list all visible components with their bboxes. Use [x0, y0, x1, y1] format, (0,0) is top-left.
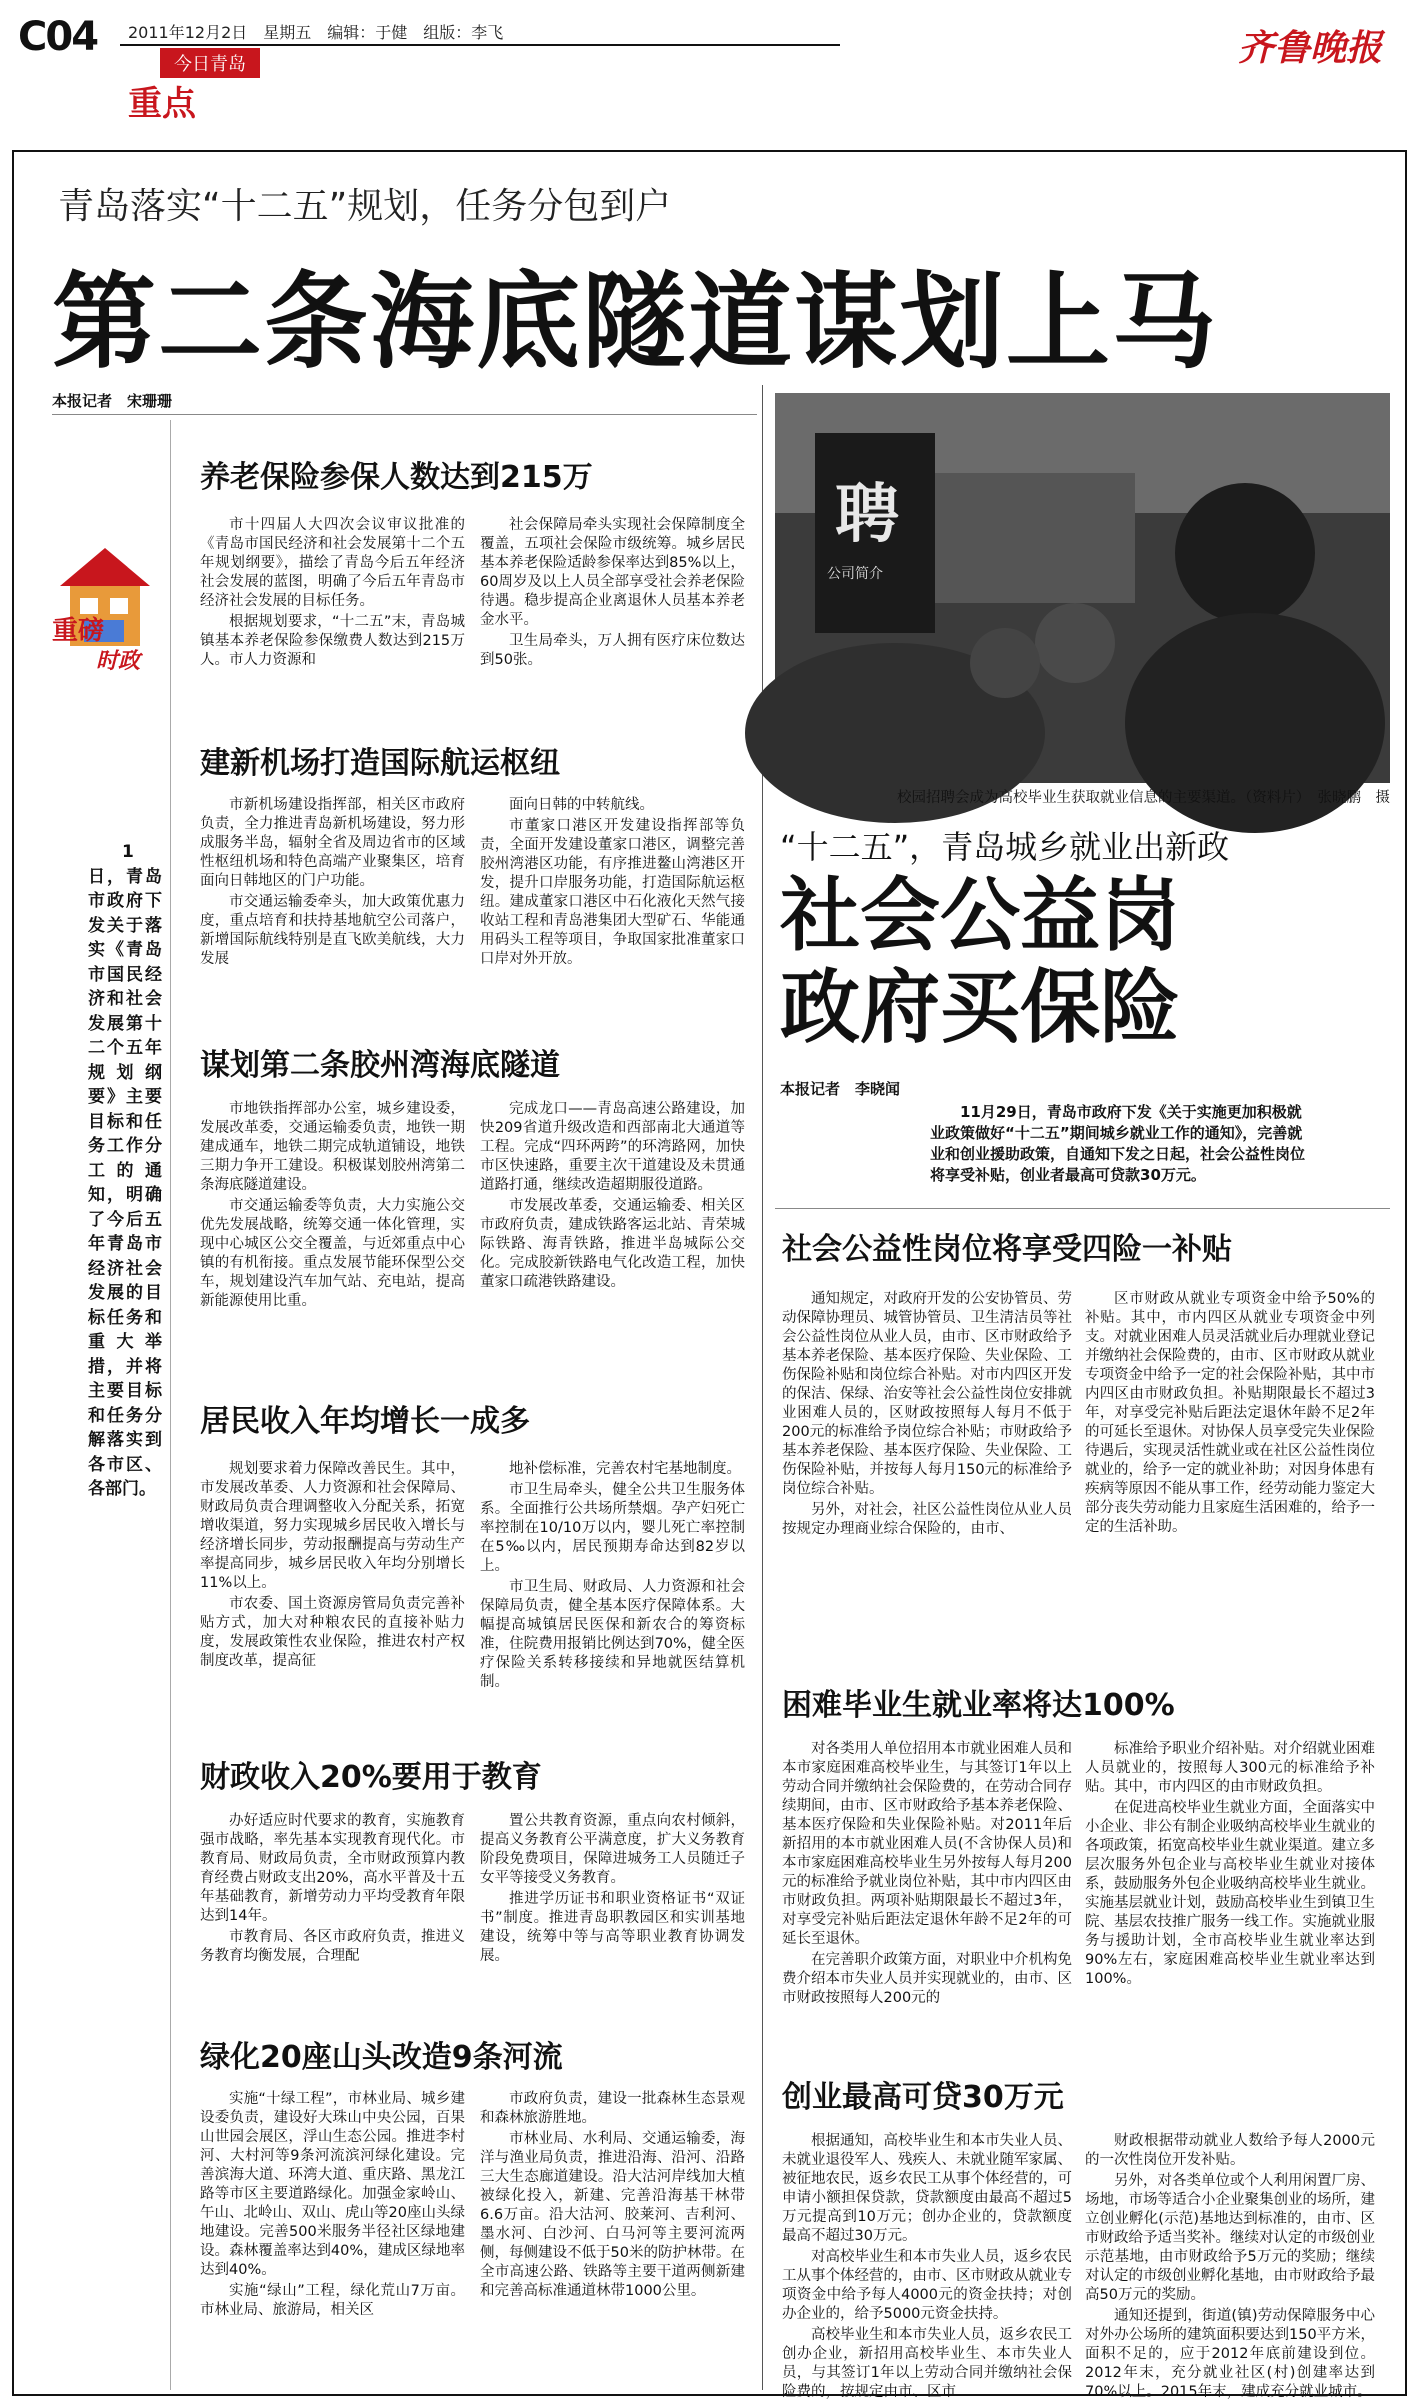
feature-photo [775, 393, 1390, 783]
page-number: C04 [18, 14, 98, 60]
job-fair-photo [775, 393, 1390, 783]
paragraph: 地补偿标准，完善农村宅基地制度。 [509, 1461, 741, 1477]
masthead-rule [120, 44, 840, 46]
paragraph: 高校毕业生和本市失业人员，返乡农民工创办企业，新招用高校毕业生、本市失业人员，与其签订1年以上劳动合同并缴纳社会保险费的，按规定由市、区市 [782, 2327, 1072, 2400]
section-body [480, 2090, 745, 2380]
section-body [200, 1812, 465, 2032]
paragraph: 标准给予职业介绍补贴。对介绍就业困难人员就业的，按照每人300元的标准给予补贴。其中，市内四区的由市财政负担。 [1085, 1741, 1375, 1795]
paragraph: 市交通运输委等负责，大力实施公交优先发展战略，统筹交通一体化管理，实现中心城区公交全覆盖，与近郊重点中心镇的有机衔接。重点发展节能环保型公交车，规划建设汽车加气站、充电站，提高新能源使用比重。 [200, 1198, 465, 1309]
paragraph: 根据通知，高校毕业生和本市失业人员、未就业退役军人、残疾人、未就业随军家属、被征地农民，返乡农民工从事个体经营的，可申请小额担保贷款，贷款额度由最高不超过5万元提高到10万元；创办企业的，贷款额度最高不超过30万元。 [782, 2133, 1072, 2244]
section-title: 创业最高可贷30万元 [782, 2080, 1064, 2115]
divider [775, 1208, 1390, 1209]
paragraph: 完成龙口——青岛高速公路建设，加快209省道升级改造和西部南北大通道等工程。完成“四环两跨”的环湾路网，加快市区快速路，重要主次干道建设及未贯通道路打通，继续改造超期服役道路。 [480, 1101, 745, 1193]
issue-info: 2011年12月2日 星期五 编辑：于健 组版：李飞 [128, 23, 504, 42]
feature-byline: 本报记者 李晓闻 [780, 1080, 901, 1098]
article-byline: 本报记者 宋珊珊 [52, 392, 173, 410]
paragraph: 办好适应时代要求的教育，实施教育强市战略，率先基本实现教育现代化。市教育局、财政局负责，全市财政预算内教育经费占财政支出20%，高水平普及十五年基础教育，新增劳动力平均受教育年限达到14年。 [200, 1813, 465, 1924]
paragraph: 置公共教育资源，重点向农村倾斜，提高义务教育公平满意度，扩大义务教育阶段免费项目，保障进城务工人员随迁子女平等接受义务教育。 [480, 1813, 745, 1886]
article-lead [88, 840, 162, 1502]
paragraph: 规划要求着力保障改善民生。其中，市发展改革委、人力资源和社会保障局、财政局负责合理调整收入分配关系，拓宽增收渠道，努力实现城乡居民收入增长与经济增长同步，劳动报酬提高与劳动生产率提高同步，城乡居民收入年均分别增长11%以上。 [200, 1461, 465, 1591]
paragraph: 实施“绿山”工程，绿化荒山7万亩。市林业局、旅游局，相关区 [200, 2283, 465, 2318]
paragraph: 面向日韩的中转航线。 [509, 797, 654, 813]
badge-text: 时政 [96, 649, 141, 674]
paragraph: 推进学历证书和职业资格证书“双证书”制度。推进青岛职教园区和实训基地建设，统筹中等与高等职业教育协调发展。 [480, 1891, 745, 1964]
column-divider [762, 385, 763, 2390]
section-title: 绿化20座山头改造9条河流 [200, 2040, 563, 2075]
section-body [200, 1460, 465, 1744]
paragraph: 市董家口港区开发建设指挥部等负责，全面开发建设董家口港区，调整完善胶州湾港区功能，有序推进鳌山湾港区开发，提升口岸服务功能，打造国际航运枢纽。建成董家口港区中石化液化天然气接收站工程和青岛港集团大型矿石、华能通用码头工程等项目，争取国家批准董家口口岸对外开放。 [480, 818, 745, 967]
section-body [200, 796, 465, 1006]
article-subhead: 青岛落实“十二五”规划，任务分包到户 [58, 186, 672, 227]
section-body [480, 796, 745, 1006]
feature-subhead: “十二五”，青岛城乡就业出新政 [780, 828, 1230, 866]
section-title: 财政收入20%要用于教育 [200, 1760, 542, 1795]
paragraph: 市发展改革委，交通运输委、相关区市政府负责，建成铁路客运北站、青荣城际铁路、海青铁路，推进半岛城际公交化。完成胶新铁路电气化改造工程，加快董家口疏港铁路建设。 [480, 1198, 745, 1290]
paragraph: 市教育局、各区市政府负责，推进义务教育均衡发展，合理配 [200, 1929, 465, 1964]
lead-text: 1日，青岛市政府下发关于落实《青岛市国民经济和社会发展第十二个五年规划纲要》主要目标和任务工作分工的通知，明确了今后五年青岛市经济社会发展的目标任务和重大举措，并将主要目标和任务分解落实到各市区、各部门。 [88, 842, 162, 1499]
section-tag: 今日青岛 [160, 48, 260, 78]
section-body [1085, 1290, 1375, 1680]
lead-text: 11月29日，青岛市政府下发《关于实施更加积极就业政策做好“十二五”期间城乡就业工作的通知》，完善就业和创业援助政策，自通知下发之日起，社会公益性岗位将享受补贴，创业者最高可贷款30万元。 [930, 1103, 1306, 1184]
paragraph: 市地铁指挥部办公室，城乡建设委，发展改革委，交通运输委负责，地铁一期建成通车，地铁二期完成轨道铺设，地铁三期力争开工建设。积极谋划胶州湾第二条海底隧道建设。 [200, 1101, 465, 1193]
section-body [480, 1812, 745, 2032]
section-title: 建新机场打造国际航运枢纽 [200, 746, 560, 781]
section-body [200, 2090, 465, 2380]
paragraph: 对各类用人单位招用本市就业困难人员和本市家庭困难高校毕业生，与其签订1年以上劳动合同并缴纳社会保险费的，在劳动合同存续期间，由市、区市财政给予基本养老保险、基本医疗保险和失业保险补贴。对2011年后新招用的本市就业困难人员(不含协保人员)和本市家庭困难高校毕业生另外按每人每月200元的标准给予就业岗位补贴，其中市内四区由市财政负担。两项补贴期限最长不超过3年，对享受完补贴后距法定退休年龄不足2年的可延长至退休。 [782, 1741, 1072, 1947]
section-body [480, 516, 745, 694]
paragraph: 财政根据带动就业人数给予每人2000元的一次性岗位开发补贴。 [1085, 2133, 1375, 2168]
paragraph: 在完善职介政策方面，对职业中介机构免费介绍本市失业人员并实现就业的，由市、区市财政按照每人200元的 [782, 1952, 1072, 2006]
headline-line: 政府买保险 [780, 961, 1180, 1054]
feature-badge [50, 528, 160, 678]
section-title: 养老保险参保人数达到215万 [200, 460, 593, 495]
photo-caption: 校园招聘会成为高校毕业生获取就业信息的主要渠道。（资料片） 张晓鹏 摄 [897, 790, 1390, 806]
newspaper-logo: 齐鲁晚报 [1238, 27, 1383, 69]
paragraph: 实施“十绿工程”，市林业局、城乡建设委负责，建设好大珠山中央公园，百果山世园会展区，浮山生态公园。推进李村河、大村河等9条河流滨河绿化建设。完善滨海大道、环湾大道、重庆路、黑龙江路等市区主要道路绿化。加强金家岭山、午山、北岭山、双山、虎山等20座山头绿地建设。完善500米服务半径社区绿地建设。森林覆盖率达到40%，建成区绿地率达到40%。 [200, 2091, 465, 2278]
headline-line: 社会公益岗 [780, 869, 1180, 962]
paragraph: 市新机场建设指挥部，相关区市政府负责，全力推进青岛新机场建设，努力形成服务半岛，辐射全省及周边省市的区域性枢纽机场和特色高端产业聚集区，培育面向日韩地区的门户功能。 [200, 797, 465, 889]
badge-text: 重磅 [52, 616, 105, 646]
photo-sign: 公司简介 [827, 566, 883, 582]
paragraph: 卫生局牵头，万人拥有医疗床位数达到50张。 [480, 633, 745, 668]
section-title: 重点 [128, 84, 196, 124]
divider [52, 414, 757, 415]
paragraph: 市林业局、水利局、交通运输委，海洋与渔业局负责，推进沿海、沿河、沿路三大生态廊道建设。沿大沽河岸线加大植被绿化投入，新建、完善沿海基干林带6.6万亩。沿大沽河、胶莱河、吉利河、墨水河、白沙河、白马河等主要河流两侧，每侧建设不低于50米的防护林带。在全市高速公路、铁路等主要干道两侧新建和完善高标准通道林带1000公里。 [480, 2131, 745, 2299]
paragraph: 社会保障局牵头实现社会保障制度全覆盖，五项社会保险市级统筹。城乡居民基本养老保险适龄参保率达到85%以上，60周岁及以上人员全部享受社会养老保险待遇。稳步提高企业离退休人员基本养老金水平。 [480, 517, 745, 628]
paragraph: 另外，对社会，社区公益性岗位从业人员按规定办理商业综合保险的，由市、 [782, 1502, 1072, 1537]
paragraph: 对高校毕业生和本市失业人员，返乡农民工从事个体经营的，由市、区市财政从就业专项资金中给予每人4000元的资金扶持；对创办企业的，给予5000元资金扶持。 [782, 2249, 1072, 2322]
paragraph: 市交通运输委牵头，加大政策优惠力度，重点培育和扶持基地航空公司落户，新增国际航线特别是直飞欧美航线，大力发展 [200, 894, 465, 967]
section-title: 谋划第二条胶州湾海底隧道 [200, 1048, 560, 1083]
photo-sign: 聘 [835, 478, 899, 552]
paragraph: 另外，对各类单位或个人利用闲置厂房、场地，市场等适合小企业聚集创业的场所，建立创业孵化(示范)基地达到标准的，由市、区市财政给予适当奖补。继续对认定的市级创业示范基地，由市财政给予5万元的奖励；继续对认定的市级创业孵化基地，由市财政给予最高50万元的奖励。 [1085, 2173, 1375, 2303]
paragraph: 根据规划要求，“十二五”末，青岛城镇基本养老保险参保缴费人数达到215万人。市人力资源和 [200, 614, 465, 668]
section-body [782, 1740, 1072, 2070]
paragraph: 市十四届人大四次会议审议批准的《青岛市国民经济和社会发展第十二个五年规划纲要》，描绘了青岛今后五年经济社会发展的蓝图，明确了今后五年青岛市经济社会发展的目标任务。 [200, 517, 465, 609]
paragraph: 通知规定，对政府开发的公安协管员、劳动保障协理员、城管协管员、卫生清洁员等社会公益性岗位从业人员，由市、区市财政给予基本养老保险、基本医疗保险、失业保险、工伤保险补贴和岗位综合补贴。对市内四区开发的保洁、保绿、治安等社会公益性岗位安排就业困难人员的，区财政按照每人每月不低于200元的标准给予岗位综合补贴；市财政给予基本养老保险、基本医疗保险、失业保险、工伤保险补贴，并按每人每月150元的标准给予岗位综合补贴。 [782, 1291, 1072, 1497]
section-body [200, 1100, 465, 1376]
article-headline: 第二条海底隧道谋划上马 [52, 261, 1219, 383]
section-body [200, 516, 465, 694]
feature-headline [780, 870, 1180, 1054]
paragraph: 区市财政从就业专项资金中给予50%的补贴。其中，市内四区从就业专项资金中列支。对就业困难人员灵活就业后办理就业登记并缴纳社会保险费的，由市、区市财政从就业专项资金中给予一定的社会保险补贴，其中市内四区由市财政负担。补贴期限最长不超过3年，对享受完补贴后距法定退休年龄不足2年的可延长至退休。对协保人员享受完失业保险待遇后，实现灵活性就业或在社区公益性岗位就业的，给予一定的就业补助；对因身体患有疾病等原因不能从事工作，经劳动能力鉴定大部分丧失劳动能力且家庭生活困难的，给予一定的生活补助。 [1085, 1291, 1375, 1535]
section-body [480, 1460, 745, 1744]
column-divider [170, 420, 171, 2390]
section-title: 困难毕业生就业率将达100% [782, 1688, 1175, 1723]
paragraph: 市卫生局、财政局、人力资源和社会保障局负责，健全基本医疗保障体系。大幅提高城镇居民医保和新农合的筹资标准，住院费用报销比例达到70%，健全医疗保险关系转移接续和异地就医结算机制。 [480, 1579, 745, 1690]
feature-lead [930, 1102, 1310, 1186]
section-title: 社会公益性岗位将享受四险一补贴 [782, 1232, 1232, 1267]
section-body [782, 2132, 1072, 2400]
section-body [1085, 2132, 1375, 2400]
section-body [1085, 1740, 1375, 2070]
paragraph: 在促进高校毕业生就业方面，全面落实中小企业、非公有制企业吸纳高校毕业生就业的各项政策，拓宽高校毕业生就业渠道。建立多层次服务外包企业与高校毕业生就业对接体系，鼓励服务外包企业吸纳高校毕业生就业。实施基层就业计划，鼓励高校毕业生到镇卫生院、基层农技推广服务一线工作。实施就业服务与援助计划，全市高校毕业生就业率达到90%左右，家庭困难高校毕业生就业率达到100%。 [1085, 1800, 1375, 1987]
paragraph: 市农委、国土资源房管局负责完善补贴方式，加大对种粮农民的直接补贴力度，发展政策性农业保险，推进农村产权制度改革，提高征 [200, 1596, 465, 1669]
paragraph: 通知还提到，街道(镇)劳动保障服务中心对外办公场所的建筑面积要达到150平方米，面积不足的，应于2012年底前建设到位。2012年末，充分就业社区(村)创建率达到70%以上。2015年末，建成充分就业城市。 [1085, 2308, 1375, 2400]
paragraph: 市卫生局牵头，健全公共卫生服务体系。全面推行公共场所禁烟。孕产妇死亡率控制在10/10万以内，婴儿死亡率控制在5‰以内，居民预期寿命达到82岁以上。 [480, 1482, 745, 1574]
section-body [480, 1100, 745, 1376]
section-body [782, 1290, 1072, 1680]
paragraph: 市政府负责，建设一批森林生态景观和森林旅游胜地。 [480, 2091, 745, 2126]
section-title: 居民收入年均增长一成多 [200, 1404, 530, 1439]
